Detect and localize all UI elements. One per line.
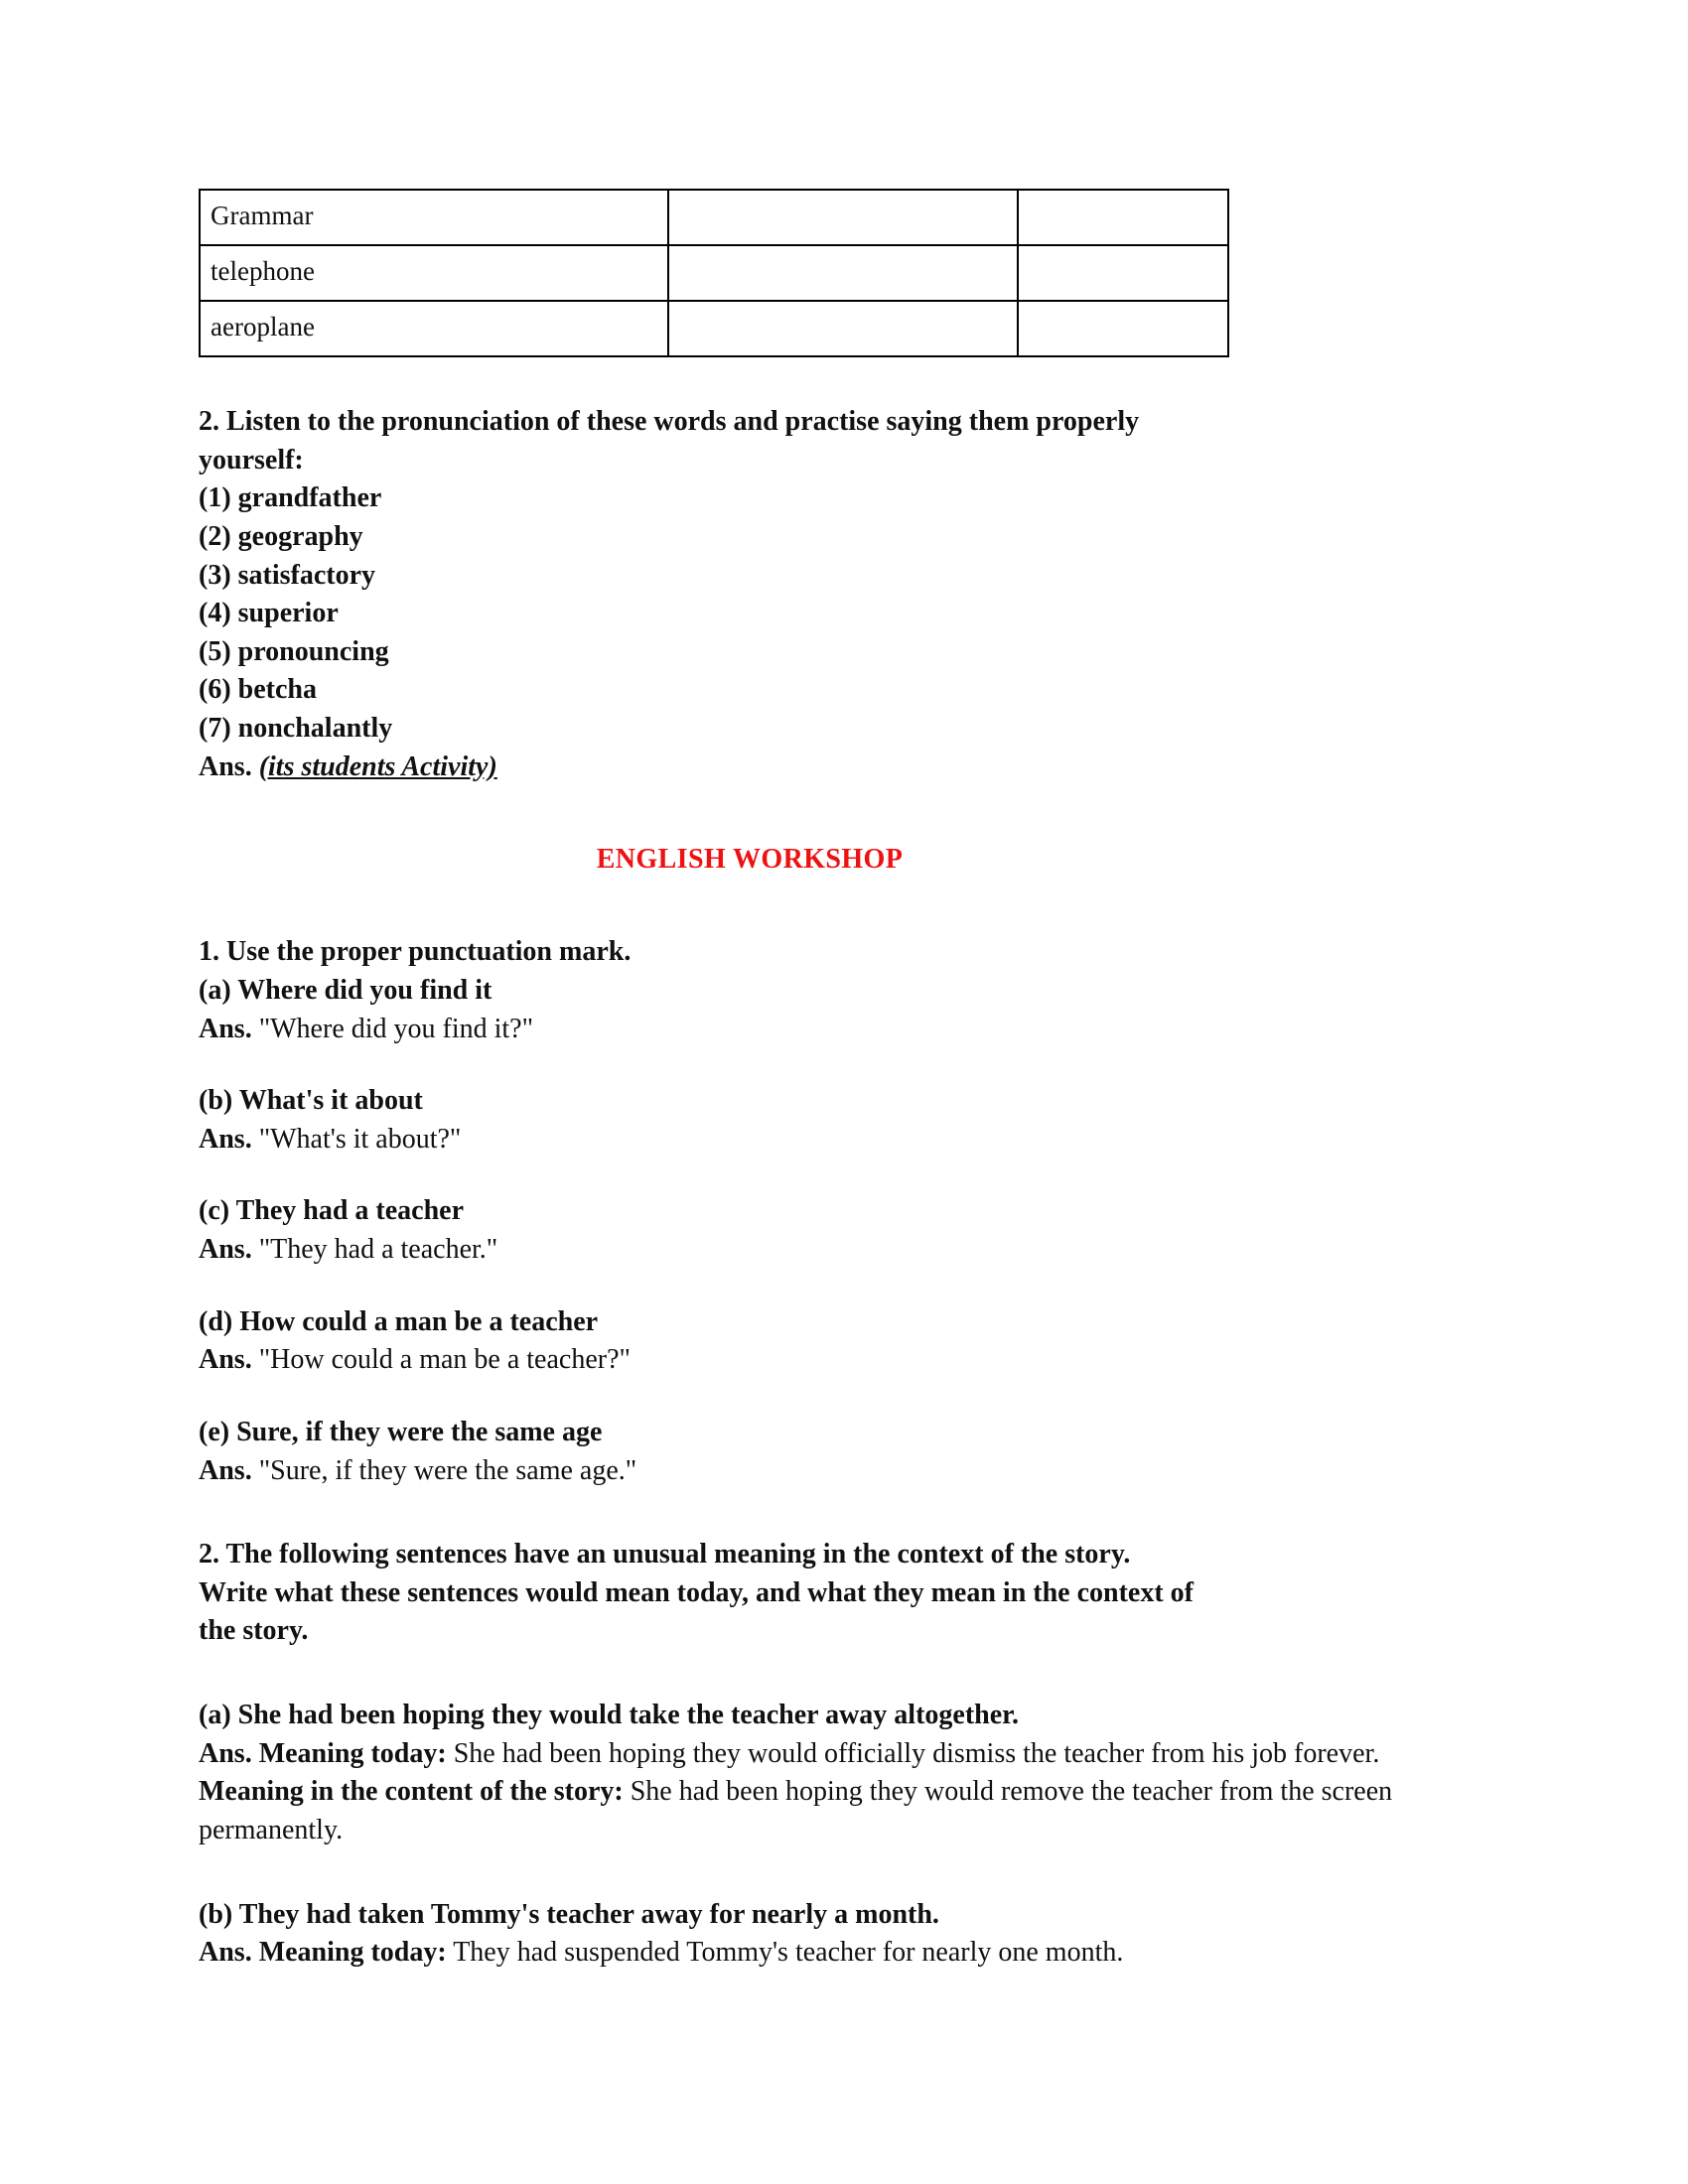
table-cell-word: telephone	[200, 245, 668, 301]
pronunciation-prompt-line1: 2. Listen to the pronunciation of these words and practise saying them properly	[199, 406, 1140, 437]
meaning-story-a	[199, 1773, 1475, 1849]
table-row	[200, 190, 1228, 245]
table-row	[200, 245, 1228, 301]
meaning-today-text: She had been hoping they would officially dismiss the teacher from	[453, 1737, 1205, 1769]
answer-label: Ans.	[199, 1344, 252, 1376]
meaning-story-text-cont: from the screen permanently.	[199, 1776, 1393, 1845]
spacer	[199, 876, 1479, 933]
punctuation-title: 1. Use the proper punctuation mark.	[199, 936, 632, 968]
spacer	[199, 1270, 1479, 1303]
pronunciation-item-6: (6) betcha	[199, 674, 317, 706]
spacer	[199, 1159, 1479, 1192]
meaning-story-label: Meaning in the content of the story:	[199, 1776, 624, 1808]
table-cell-blank[interactable]	[1018, 301, 1228, 356]
answer-label: Ans.	[199, 1454, 252, 1486]
punctuation-answer-a	[199, 1011, 1479, 1049]
punctuation-question-e: (e) Sure, if they were the same age	[199, 1416, 603, 1447]
pronunciation-item-7: (7) nonchalantly	[199, 713, 393, 744]
english-workshop-heading: ENGLISH WORKSHOP	[596, 844, 904, 876]
punctuation-answer-c	[199, 1231, 1479, 1270]
punctuation-answer-b	[199, 1121, 1479, 1160]
pronunciation-item-4: (4) superior	[199, 598, 339, 629]
meaning-today-label: Ans. Meaning today:	[199, 1937, 447, 1969]
document-content	[199, 189, 1479, 1973]
answer-activity-text: (its students Activity)	[258, 751, 497, 782]
meaning-today-text: They had suspended Tommy's teacher for nearly one month.	[453, 1937, 1124, 1969]
punctuation-question-a: (a) Where did you find it	[199, 974, 492, 1006]
table-cell-word: aeroplane	[200, 301, 668, 356]
punctuation-exercise	[199, 933, 1479, 1490]
meaning-prompt-line1: 2. The following sentences have an unusual meaning in the context of the story.	[199, 1539, 1131, 1570]
meaning-prompt-line3: the story.	[199, 1615, 309, 1647]
answer-text: "Sure, if they were the same age."	[258, 1454, 637, 1486]
meaning-today-a	[199, 1735, 1475, 1774]
pronunciation-item-2: (2) geography	[199, 520, 363, 552]
spacer	[199, 1651, 1479, 1697]
word-table	[199, 189, 1229, 357]
spacer	[199, 1048, 1479, 1082]
answer-label: Ans.	[199, 1234, 252, 1265]
table-cell-blank[interactable]	[668, 245, 1018, 301]
table-cell-word: Grammar	[200, 190, 668, 245]
punctuation-question-b: (b) What's it about	[199, 1085, 423, 1117]
meaning-prompt-line2: Write what these sentences would mean today, and what they mean in the context of	[199, 1576, 1194, 1608]
spacer	[199, 357, 1479, 403]
spacer	[199, 1490, 1479, 1536]
answer-text: "How could a man be a teacher?"	[258, 1344, 631, 1376]
spacer	[199, 1850, 1479, 1896]
answer-label: Ans.	[199, 751, 252, 782]
punctuation-question-d: (d) How could a man be a teacher	[199, 1305, 599, 1337]
table-row	[200, 301, 1228, 356]
meaning-question-a: (a) She had been hoping they would take the teacher away altogether.	[199, 1700, 1020, 1730]
punctuation-question-c: (c) They had a teacher	[199, 1195, 464, 1227]
meaning-today-b	[199, 1934, 1475, 1973]
punctuation-answer-d	[199, 1341, 1479, 1380]
meaning-today-text-cont: his job forever.	[1211, 1737, 1380, 1769]
meaning-today-label: Ans. Meaning today:	[199, 1737, 447, 1769]
spacer	[199, 1380, 1479, 1414]
answer-text: "They had a teacher."	[258, 1234, 498, 1265]
pronunciation-item-5: (5) pronouncing	[199, 635, 389, 667]
answer-label: Ans.	[199, 1123, 252, 1155]
punctuation-answer-e	[199, 1452, 1479, 1491]
pronunciation-item-1: (1) grandfather	[199, 482, 382, 514]
answer-label: Ans.	[199, 1013, 252, 1044]
pronunciation-item-3: (3) satisfactory	[199, 559, 376, 591]
spacer	[199, 786, 1479, 844]
pronunciation-exercise	[199, 403, 1479, 786]
answer-text: "Where did you find it?"	[258, 1013, 534, 1044]
table-cell-blank[interactable]	[1018, 245, 1228, 301]
meaning-question-b: (b) They had taken Tommy's teacher away for nearly a month.	[199, 1898, 939, 1930]
table-cell-blank[interactable]	[668, 301, 1018, 356]
answer-text: "What's it about?"	[258, 1123, 462, 1155]
meaning-exercise	[199, 1536, 1479, 1973]
meaning-story-text: She had been hoping they would remove the teacher	[630, 1776, 1212, 1808]
table-cell-blank[interactable]	[1018, 190, 1228, 245]
pronunciation-answer	[199, 749, 1479, 787]
pronunciation-prompt-line2: yourself:	[199, 444, 304, 476]
table-cell-blank[interactable]	[668, 190, 1018, 245]
